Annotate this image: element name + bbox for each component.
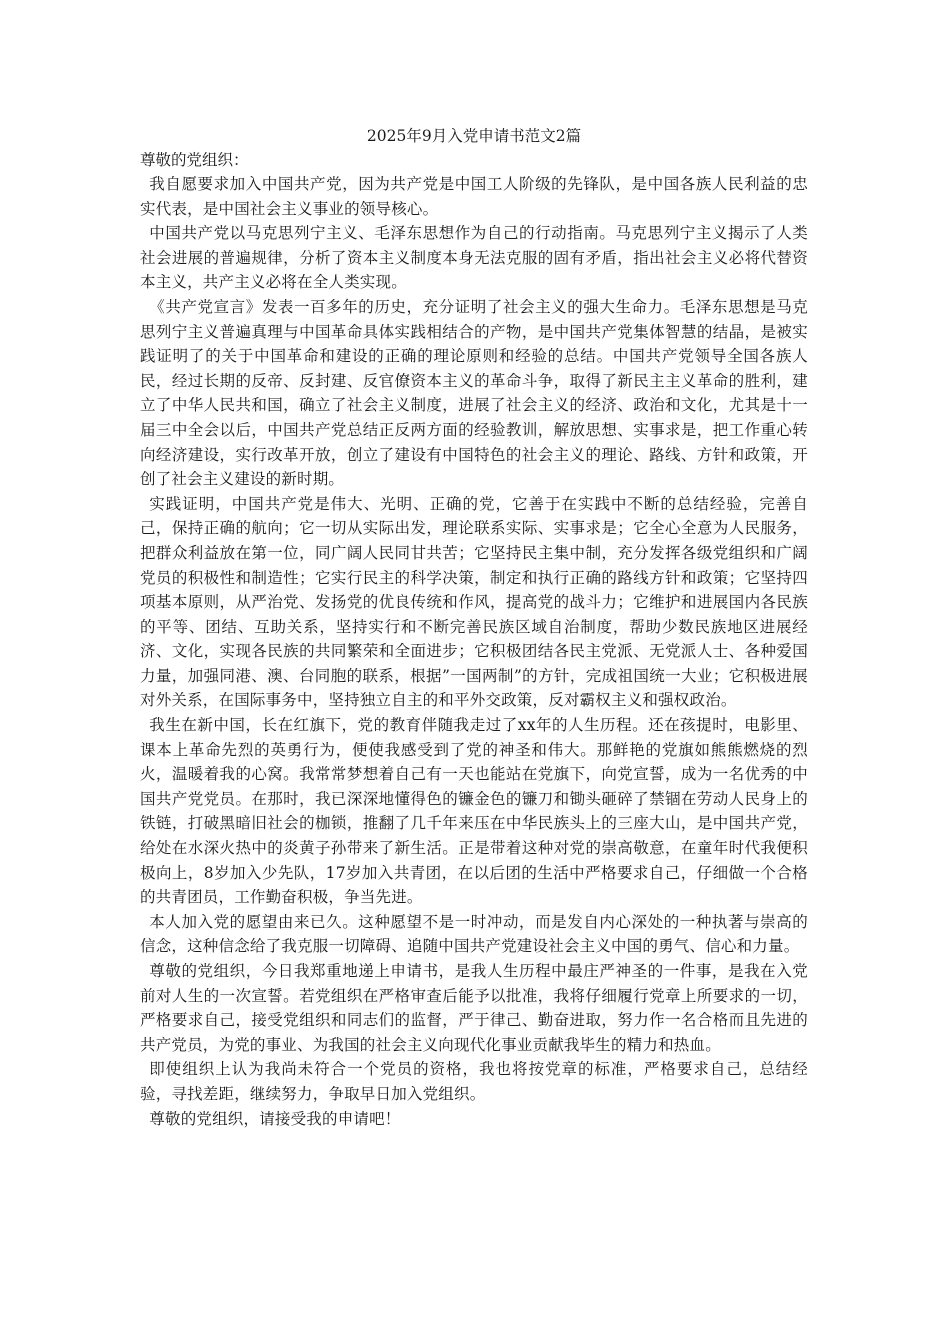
paragraph-3: 《共产党宣言》发表一百多年的历史，充分证明了社会主义的强大生命力。毛泽东思想是马克思列宁主义普遍真理与中国革命具体实践相结合的产物，是中国共产党集体智慧的结晶，是被实践证明了的关于中国革命和建设的正确的理论原则和经验的总结。中国共产党领导全国各族人民，经过长期的反帝、反封建、反官僚资本主义的革命斗争，取得了新民主主义革命的胜利，建立了中华人民共和国，确立了社会主义制度，进展了社会主义的经济、政治和文化，尤其是十一届三中全会以后，中国共产党总结正反两方面的经验教训，解放思想、实事求是，把工作重心转向经济建设，实行改革开放，创立了建设有中国特色的社会主义的理论、路线、方针和政策，开创了社会主义建设的新时期。 bbox=[140, 297, 808, 489]
closing-line: 尊敬的党组织，请接受我的申请吧！ bbox=[149, 1109, 401, 1128]
paragraph-7: 尊敬的党组织，今日我郑重地递上申请书，是我人生历程中最庄严神圣的一件事，是我在入党前对人生的一次宣誓。若党组织在严格审查后能予以批准，我将仔细履行党章上所要求的一切，严格要求自己，接受党组织和同志们的监督，严于律己、勤奋进取，努力作一名合格而且先进的共产党员，为党的事业、为我国的社会主义向现代化事业贡献我毕生的精力和热血。 bbox=[140, 962, 808, 1054]
paragraph-5: 我生在新中国，长在红旗下，党的教育伴随我走过了xx年的人生历程。还在孩提时，电影里、课本上革命先烈的英勇行为，便使我感受到了党的神圣和伟大。那鲜艳的党旗如熊熊燃烧的烈火，温暖着我的心窝。我常常梦想着自己有一天也能站在党旗下，向党宣誓，成为一名优秀的中国共产党党员。在那时，我已深深地懂得色的镰金色的镰刀和锄头砸碎了禁锢在劳动人民身上的铁链，打破黑暗旧社会的枷锁，推翻了几千年来压在中华民族头上的三座大山，是中国共产党，给处在水深火热中的炎黄子孙带来了新生活。正是带着这种对党的崇高敬意，在童年时代我便积极向上，8岁加入少先队，17岁加入共青团，在以后团的生活中严格要求自己，仔细做一个合格的共青团员，工作勤奋积极，争当先进。 bbox=[140, 716, 808, 907]
salutation: 尊敬的党组织： bbox=[140, 151, 249, 169]
paragraph-6: 本人加入党的愿望由来已久。这种愿望不是一时冲动，而是发自内心深处的一种执著与崇高的信念，这种信念给了我克服一切障碍、追随中国共产党建设社会主义中国的勇气、信心和力量。 bbox=[140, 912, 808, 956]
paragraph-2: 中国共产党以马克思列宁主义、毛泽东思想作为自己的行动指南。马克思列宁主义揭示了人类社会进展的普遍规律，分析了资本主义制度本身无法克服的固有矛盾，指出社会主义必将代替资本主义，共产主义必将在全人类实现。 bbox=[140, 224, 808, 292]
document-page bbox=[140, 126, 808, 1131]
paragraph-8: 即使组织上认为我尚未符合一个党员的资格，我也将按党章的标准，严格要求自己，总结经验，寻找差距，继续努力，争取早日加入党组织。 bbox=[140, 1060, 808, 1103]
paragraph-4: 实践证明，中国共产党是伟大、光明、正确的党，它善于在实践中不断的总结经验，完善自己，保持正确的航向；它一切从实际出发，理论联系实际、实事求是；它全心全意为人民服务，把群众利益放在第一位，同广阔人民同甘共苦；它坚持民主集中制，充分发挥各级党组织和广阔党员的积极性和制造性；它实行民主的科学决策，制定和执行正确的路线方针和政策；它坚持四项基本原则，从严治党、发扬党的优良传统和作风，提高党的战斗力；它维护和进展国内各民族的平等、团结、互助关系，坚持实行和不断完善民族区域自治制度，帮助少数民族地区进展经济、文化，实现各民族的共同繁荣和全面进步；它积极团结各民主党派、无党派人士、各种爱国力量，加强同港、澳、台同胞的联系，根据”一国两制”的方针，完成祖国统一大业；它积极进展对外关系，在国际事务中，坚持独立自主的和平外交政策，反对霸权主义和强权政治。 bbox=[140, 494, 808, 710]
document-title: 2025年9月入党申请书范文2篇 bbox=[366, 127, 582, 145]
paragraph-1: 我自愿要求加入中国共产党，因为共产党是中国工人阶级的先锋队，是中国各族人民利益的忠实代表，是中国社会主义事业的领导核心。 bbox=[140, 175, 808, 218]
